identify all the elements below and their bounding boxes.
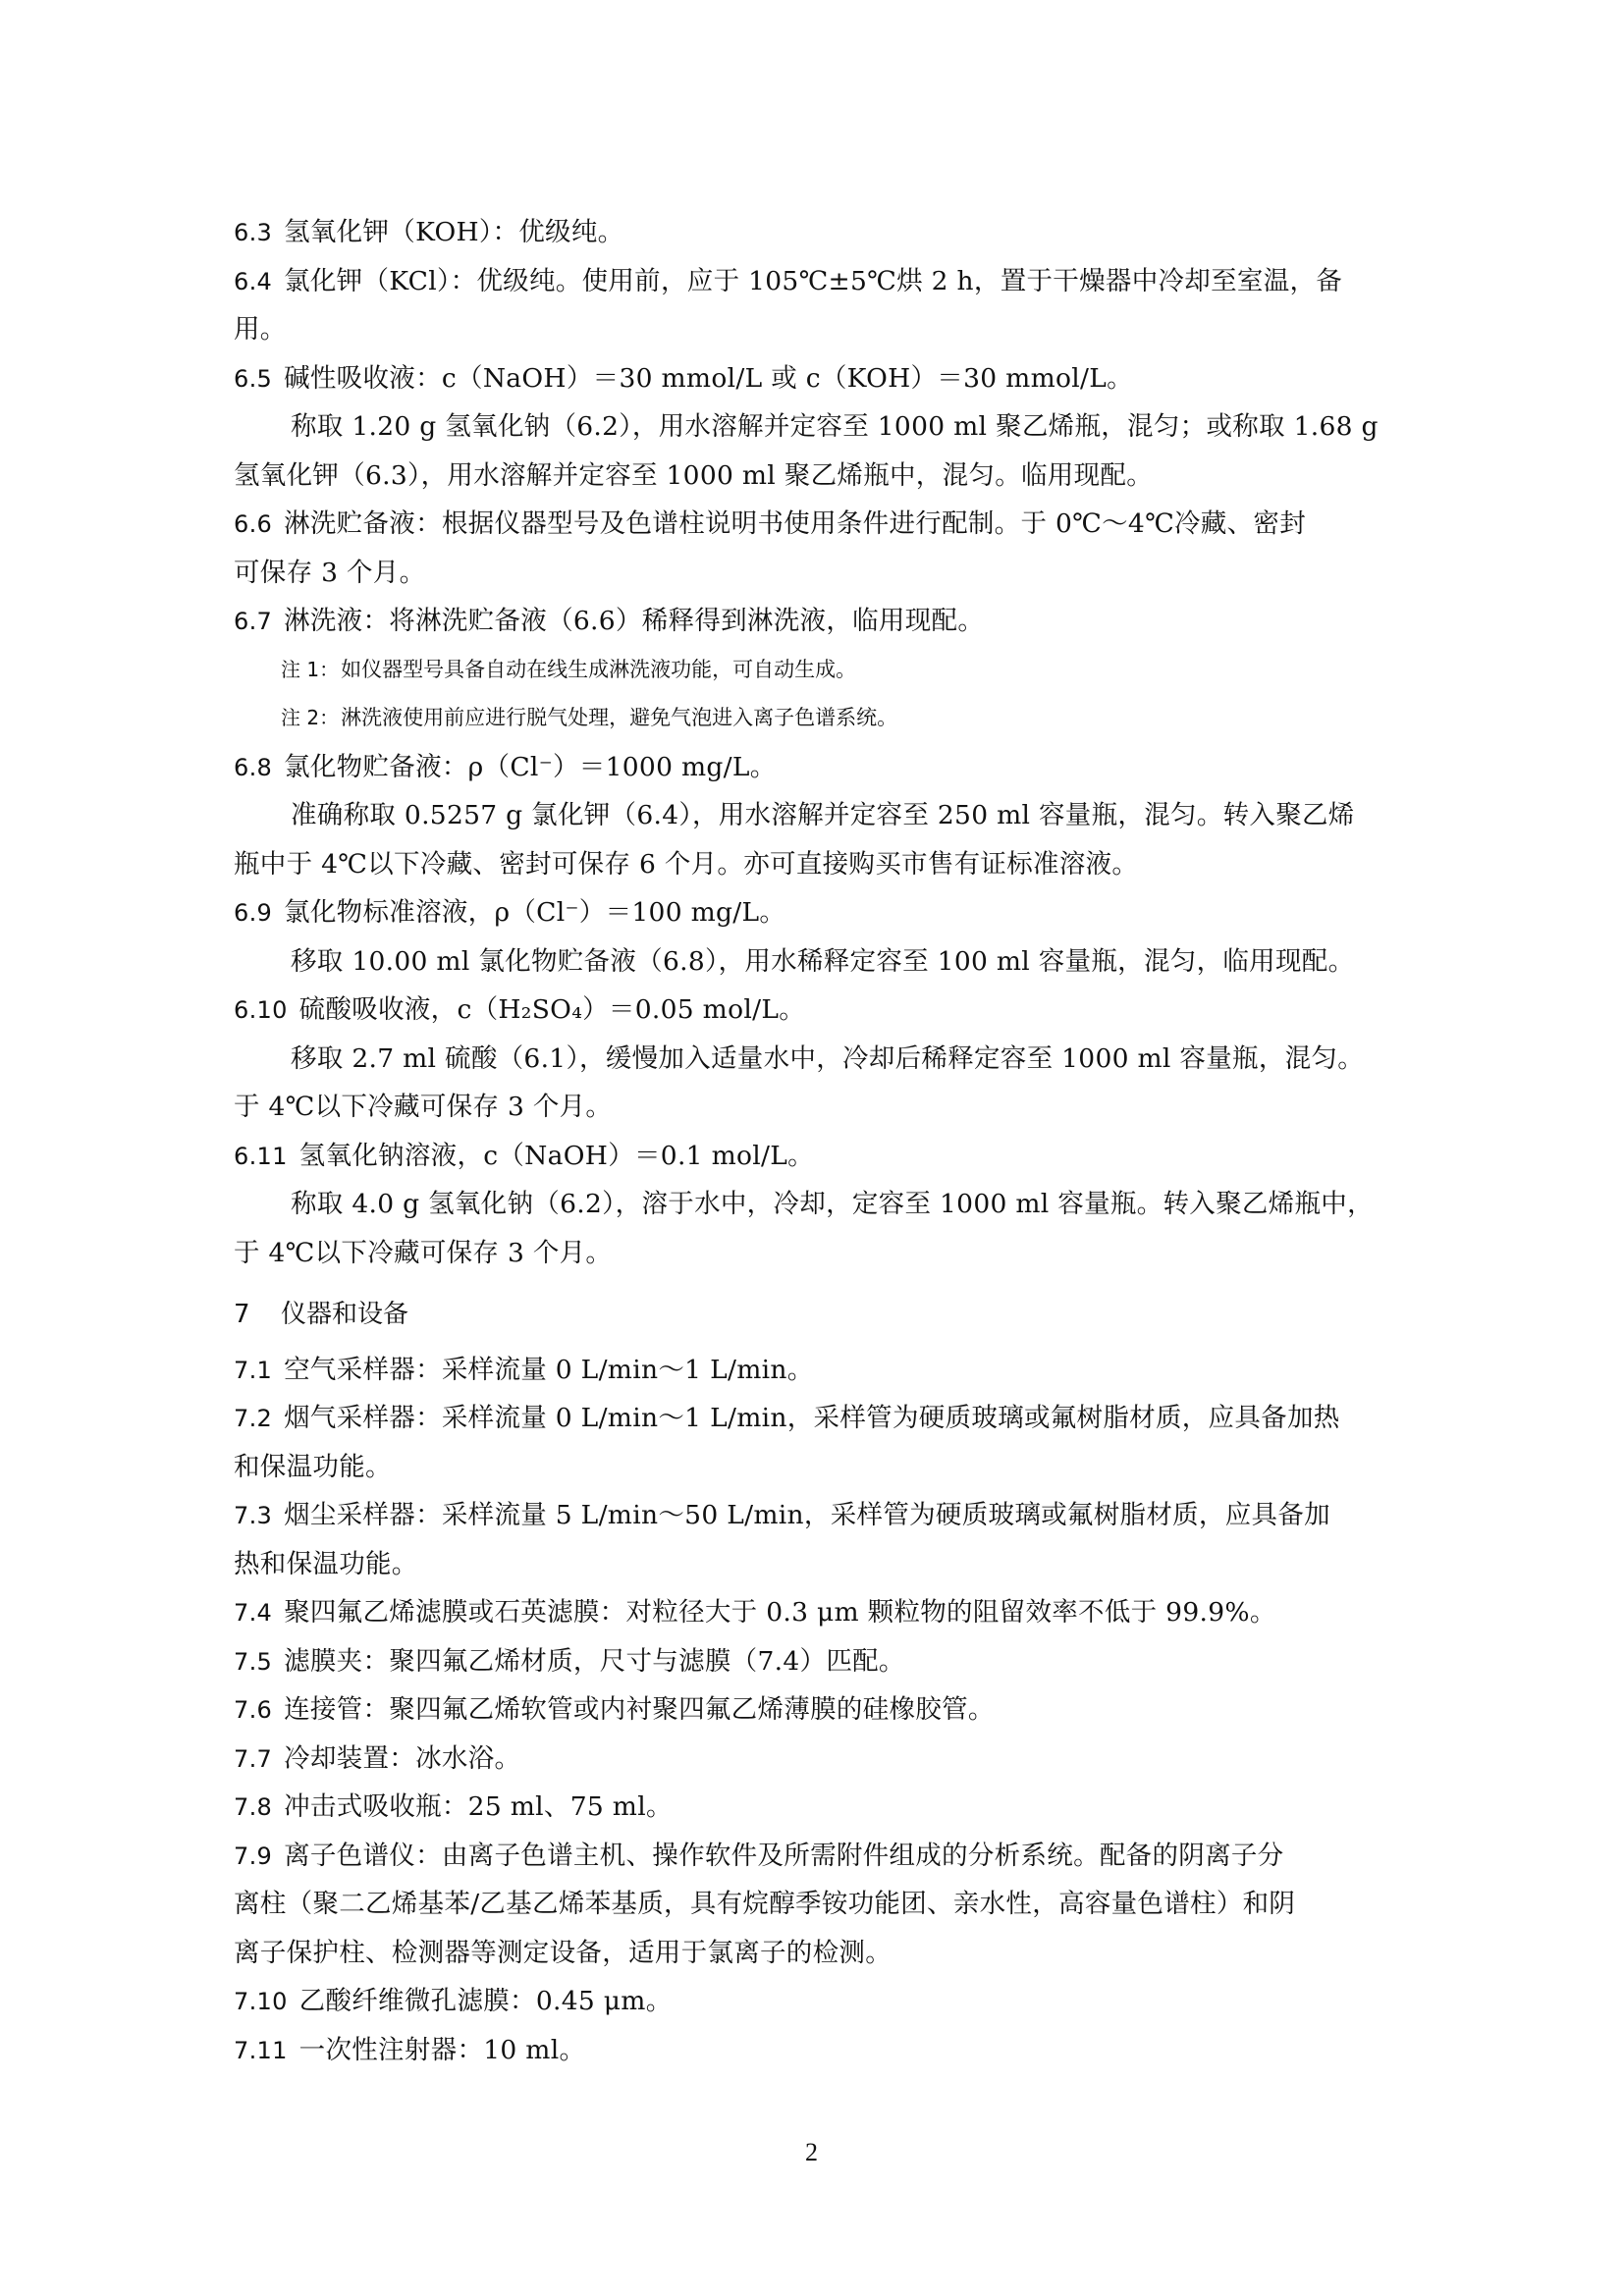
clause-number: 6.6 [234,510,273,538]
clause-number: 6.8 [234,753,273,781]
clause-line [234,354,1402,403]
clause-number: 6.9 [234,899,273,927]
clause-number: 6.4 [234,267,273,295]
line-text: 准确称取 0.5257 g 氯化钾（6.4），用水溶解并定容至 250 ml 容量瓶，混匀。转入聚乙烯 [291,800,1355,830]
line-text: 聚四氟乙烯滤膜或石英滤膜：对粒径大于 0.3 μm 颗粒物的阻留效率不低于 99.9%。 [284,1597,1276,1628]
clause-line [234,1735,1402,1784]
line-text: 可保存 3 个月。 [234,557,426,588]
clause-line [234,743,1402,792]
text-line [234,1929,1402,1978]
line-text: 淋洗液：将淋洗贮备液（6.6）稀释得到淋洗液，临用现配。 [284,606,985,636]
clause-line [234,1132,1402,1181]
text-line [234,1083,1402,1132]
clause-line [234,986,1402,1035]
clause-number: 7.5 [234,1647,273,1676]
text-line [234,1229,1402,1278]
clause-number: 6.3 [234,219,273,246]
line-text: 称取 4.0 g 氢氧化钠（6.2），溶于水中，冷却，定容至 1000 ml 容量瓶。转入聚乙烯瓶中， [291,1189,1374,1219]
note-label: 注 2： [281,706,340,729]
document-body [234,208,1402,2074]
clause-number: 7.7 [234,1744,273,1773]
clause-number: 6.5 [234,364,273,393]
clause-number: 7.3 [234,1502,273,1529]
line-text: 硫酸吸收液，c（H₂SO₄）＝0.05 mol/L。 [298,994,806,1025]
line-text: 氯化物贮备液：ρ（Cl⁻）＝1000 mg/L。 [284,751,777,782]
clause-number: 7.2 [234,1405,273,1432]
clause-line [234,1832,1402,1881]
note-line [234,646,1402,695]
text-line [234,452,1402,501]
line-text: 空气采样器：采样流量 0 L/min～1 L/min。 [284,1354,814,1385]
text-line [234,402,1402,452]
clause-line [234,257,1402,306]
line-text: 离子保护柱、检测器等测定设备，适用于氯离子的检测。 [234,1937,892,1968]
section-number: 7 [234,1300,250,1329]
line-text: 乙酸纤维微孔滤膜：0.45 μm。 [298,1986,673,2016]
text-line [234,1180,1402,1229]
clause-line [234,500,1402,549]
line-text: 冲击式吸收瓶：25 ml、75 ml。 [284,1791,673,1822]
clause-number: 7.11 [234,2036,288,2064]
clause-line [234,1783,1402,1832]
line-text: 烟尘采样器：采样流量 5 L/min～50 L/min，采样管为硬质玻璃或氟树脂材质，应具备加 [284,1500,1330,1530]
line-text: 氢氧化钾（6.3），用水溶解并定容至 1000 ml 聚乙烯瓶中，混匀。临用现配。 [234,459,1154,491]
line-text: 碱性吸收液：c（NaOH）＝30 mmol/L 或 c（KOH）＝30 mmol/L。 [284,362,1133,394]
line-text: 烟气采样器：采样流量 0 L/min～1 L/min，采样管为硬质玻璃或氟树脂材质，应具备加热 [284,1403,1340,1433]
line-text: 氯化钾（KCl）：优级纯。使用前，应于 105℃±5℃烘 2 h，置于干燥器中冷却至室温，备 [284,265,1343,296]
line-text: 离柱（聚二乙烯基苯/乙基乙烯苯基质，具有烷醇季铵功能团、亲水性，高容量色谱柱）和阴 [234,1889,1296,1919]
clause-line [234,1588,1402,1637]
clause-line [234,2026,1402,2075]
text-line [234,1443,1402,1492]
clause-line [234,1685,1402,1735]
clause-number: 6.11 [234,1142,288,1170]
text-line [234,791,1402,840]
clause-number: 6.10 [234,996,288,1024]
note-line [234,694,1402,743]
text-line [234,1540,1402,1589]
line-text: 于 4℃以下冷藏可保存 3 个月。 [234,1237,613,1268]
clause-line [234,888,1402,937]
line-text: 滤膜夹：聚四氟乙烯材质，尺寸与滤膜（7.4）匹配。 [284,1645,905,1677]
line-text: 离子色谱仪：由离子色谱主机、操作软件及所需附件组成的分析系统。配备的阴离子分 [284,1840,1284,1871]
text-line [234,1880,1402,1929]
clause-number: 7.6 [234,1696,273,1724]
line-text: 氢氧化钠溶液，c（NaOH）＝0.1 mol/L。 [298,1140,814,1171]
clause-line [234,208,1402,257]
clause-number: 6.7 [234,608,273,635]
line-text: 和保温功能。 [234,1451,392,1482]
clause-line [234,1346,1402,1395]
text-line [234,1035,1402,1084]
line-text: 于 4℃以下冷藏可保存 3 个月。 [234,1092,613,1122]
line-text: 连接管：聚四氟乙烯软管或内衬聚四氟乙烯薄膜的硅橡胶管。 [284,1694,995,1725]
note-label: 注 1： [281,657,340,681]
clause-number: 7.4 [234,1599,273,1627]
clause-number: 7.10 [234,1988,288,2015]
line-text: 氯化物标准溶液，ρ（Cl⁻）＝100 mg/L。 [284,897,786,928]
clause-line [234,1394,1402,1443]
line-text: 移取 2.7 ml 硫酸（6.1），缓慢加入适量水中，冷却后稀释定容至 1000 ml 容量瓶，混匀。 [291,1042,1365,1074]
note-text: 淋洗液使用前应进行脱气处理，避免气泡进入离子色谱系统。 [341,706,898,729]
text-line [234,937,1402,987]
clause-number: 7.1 [234,1356,273,1384]
line-text: 氢氧化钾（KOH）：优级纯。 [284,217,624,247]
line-text: 一次性注射器：10 ml。 [298,2034,586,2065]
section-heading [234,1291,1402,1340]
page-number: 2 [805,2138,818,2166]
clause-line [234,1977,1402,2026]
line-text: 冷却装置：冰水浴。 [284,1742,521,1774]
clause-line [234,1491,1402,1540]
text-line [234,840,1402,889]
clause-number: 7.9 [234,1842,273,1870]
section-title: 仪器和设备 [281,1300,409,1329]
text-line [234,549,1402,598]
clause-line [234,597,1402,646]
text-line [234,305,1402,354]
clause-number: 7.8 [234,1793,273,1821]
note-text: 如仪器型号具备自动在线生成淋洗液功能，可自动生成。 [341,657,857,681]
line-text: 热和保温功能。 [234,1548,418,1579]
line-text: 瓶中于 4℃以下冷藏、密封可保存 6 个月。亦可直接购买市售有证标准溶液。 [234,848,1139,880]
line-text: 移取 10.00 ml 氯化物贮备液（6.8），用水稀释定容至 100 ml 容量瓶，混匀，临用现配。 [291,945,1355,977]
clause-line [234,1637,1402,1686]
line-text: 称取 1.20 g 氢氧化钠（6.2），用水溶解并定容至 1000 ml 聚乙烯瓶，混匀；或称取 1.68 g [291,411,1379,442]
line-text: 用。 [234,314,287,345]
line-text: 淋洗贮备液：根据仪器型号及色谱柱说明书使用条件进行配制。于 0℃～4℃冷藏、密封 [284,508,1307,539]
